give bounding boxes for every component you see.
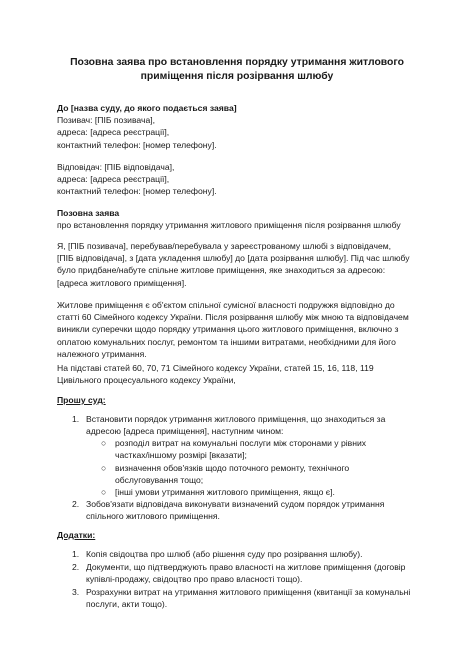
defendant-address: адреса: [адреса реєстрації], bbox=[57, 174, 170, 185]
attachment-2-number: 2. bbox=[72, 562, 80, 572]
title-line-2: приміщення після розірвання шлюбу bbox=[140, 71, 334, 82]
bullet-2-marker: ○ bbox=[101, 463, 107, 473]
paragraph-line: [ПІБ відповідача], з [дата укладення шлюбу] до [дата розірвання шлюбу]. Під час шлюбу bbox=[57, 253, 410, 264]
list-line: купівлі-продажу, свідоцтво про право власності тощо). bbox=[86, 574, 303, 585]
list-line: адресою [адреса приміщення], наступним чином: bbox=[86, 426, 284, 437]
list-line: Зобов'язати відповідача виконувати визначений судом порядок утримання bbox=[86, 499, 385, 509]
list-line: Встановити порядок утримання житлового приміщення, що знаходиться за bbox=[86, 414, 386, 424]
attachment-3-number: 3. bbox=[72, 587, 80, 597]
court-label: До [назва суду, до якого подається заява] bbox=[57, 103, 237, 113]
attachments-section bbox=[57, 529, 429, 541]
attachment-item-3 bbox=[86, 586, 410, 610]
paragraph-2 bbox=[57, 299, 429, 360]
list-line: визначення обов'язків щодо поточного ремонту, технічного bbox=[115, 463, 350, 473]
request-item-1 bbox=[86, 413, 385, 437]
plaintiff-phone: контактний телефон: [номер телефону]. bbox=[57, 139, 217, 150]
list-line: Копія свідоцтва про шлюб (або рішення суду про розірвання шлюбу). bbox=[86, 549, 363, 559]
list-line: послуги, акти тощо). bbox=[86, 599, 168, 610]
bullet-item-3 bbox=[115, 486, 335, 498]
claim-subheading: про встановлення порядку утримання житлового приміщення після розірвання шлюбу bbox=[57, 220, 401, 231]
attachment-1-number: 1. bbox=[72, 549, 80, 559]
paragraph-line: належного утримання. bbox=[57, 348, 147, 359]
plaintiff-name: Позивач: [ПІБ позивача], bbox=[57, 115, 156, 126]
defendant-name: Відповідач: [ПІБ відповідача], bbox=[57, 162, 175, 172]
paragraph-line: оплатою комунальних послуг, ремонтом та іншими витратами, необхідними для його bbox=[57, 336, 396, 347]
bullet-item-1 bbox=[115, 437, 366, 461]
bullet-1-marker: ○ bbox=[101, 438, 107, 448]
list-line: частках/іншому розмірі [вказати]; bbox=[115, 450, 247, 461]
list-line: Документи, що підтверджують право власності на житлове приміщення (договір bbox=[86, 562, 406, 572]
claim-heading-block bbox=[57, 207, 429, 231]
list-line: спільного житлового приміщення. bbox=[86, 511, 220, 522]
list-line: обслуговування тощо; bbox=[115, 475, 204, 486]
paragraph-line: Житлове приміщення є об'єктом спільної сумісної власності подружжя відповідно до bbox=[57, 300, 395, 310]
paragraph-line: статті 60 Сімейного кодексу України. Після розірвання шлюбу між мною та відповідачем bbox=[57, 312, 409, 323]
list-line: Розрахунки витрат на утримання житлового приміщення (квитанції за комунальні bbox=[86, 587, 411, 597]
paragraph-line: Я, [ПІБ позивача], перебував/перебувала у зареєстрованому шлюбі з відповідачем, bbox=[57, 241, 392, 251]
list-line: [інші умови утримання житлового приміщення, якщо є]. bbox=[115, 487, 335, 497]
attachments-heading: Додатки: bbox=[57, 530, 96, 540]
paragraph-line: Цивільного процесуального кодексу України, bbox=[57, 375, 236, 386]
request-item-1-number: 1. bbox=[72, 414, 80, 424]
title-line-1: Позовна заява про встановлення порядку утримання житлового bbox=[70, 57, 404, 68]
request-heading: Прошу суд: bbox=[57, 395, 106, 405]
defendant-phone: контактний телефон: [номер телефону]. bbox=[57, 186, 217, 197]
paragraph-3 bbox=[57, 362, 429, 386]
request-item-2-number: 2. bbox=[72, 499, 80, 509]
document-title bbox=[40, 56, 434, 84]
court-block bbox=[57, 102, 429, 151]
plaintiff-address: адреса: [адреса реєстрації], bbox=[57, 127, 170, 138]
bullet-3-marker: ○ bbox=[101, 487, 107, 497]
paragraph-line: На підставі статей 60, 70, 71 Сімейного кодексу України, статей 15, 16, 118, 119 bbox=[57, 363, 374, 373]
bullet-item-2 bbox=[115, 462, 349, 486]
list-line: розподіл витрат на комунальні послуги між сторонами у рівних bbox=[115, 438, 367, 448]
paragraph-1 bbox=[57, 240, 429, 289]
attachment-item-2 bbox=[86, 561, 405, 585]
paragraph-line: виникли суперечки щодо порядку утримання цього житлового приміщення, включно з bbox=[57, 324, 399, 335]
paragraph-line: було придбане/набуте спільне житлове приміщення, яке знаходиться за адресою: bbox=[57, 265, 386, 276]
claim-heading: Позовна заява bbox=[57, 208, 120, 218]
attachment-item-1 bbox=[86, 548, 362, 560]
defendant-block bbox=[57, 161, 429, 198]
request-section bbox=[57, 394, 429, 406]
request-item-2 bbox=[86, 498, 384, 522]
paragraph-line: [адреса житлового приміщення]. bbox=[57, 277, 187, 288]
